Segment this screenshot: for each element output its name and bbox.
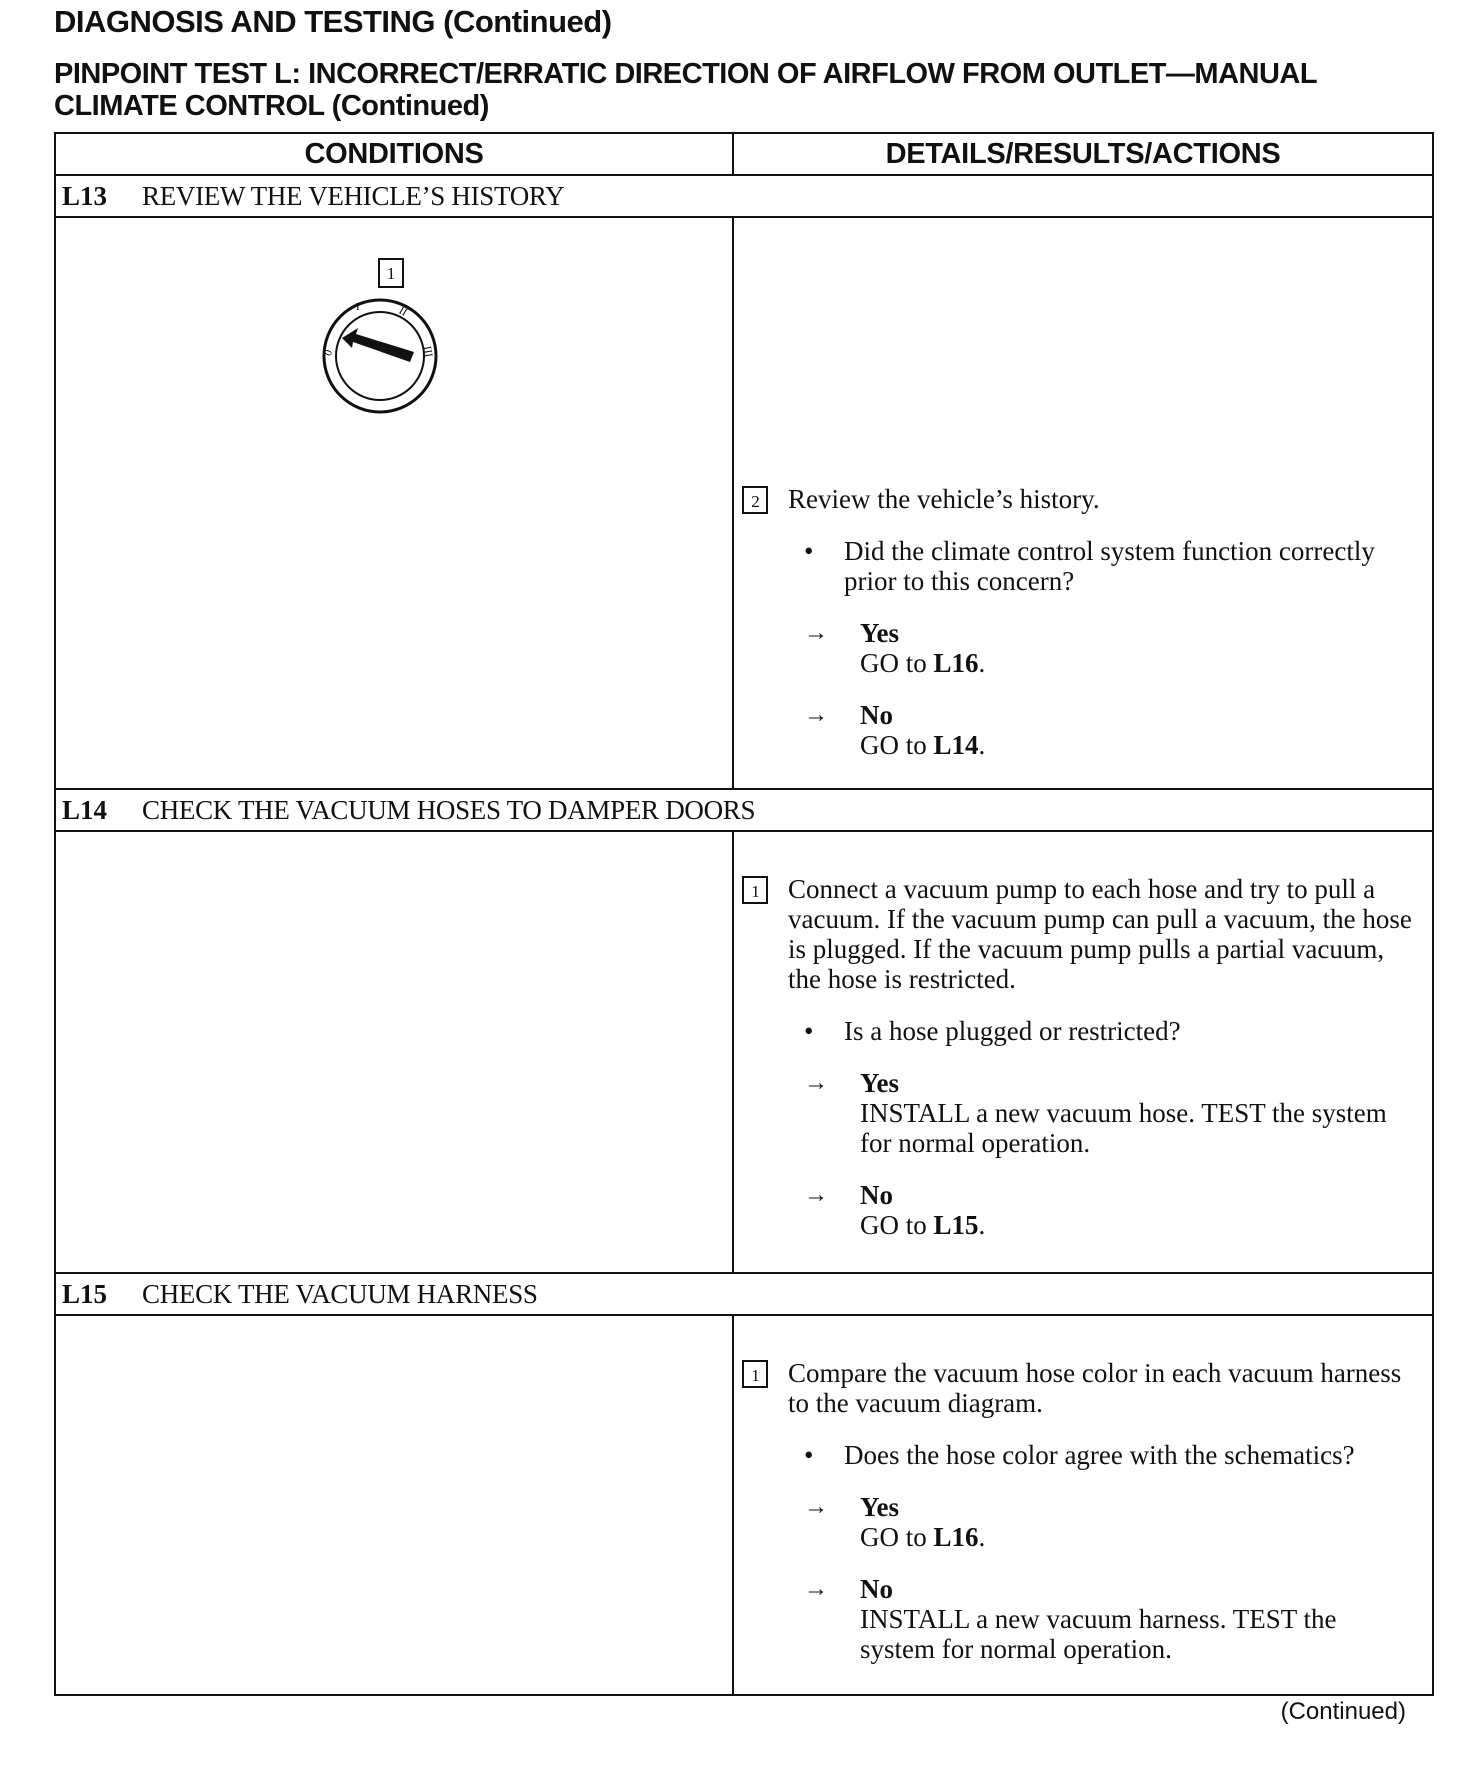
conditions-cell — [56, 1316, 734, 1694]
question-text: Does the hose color agree with the schematics? — [844, 1440, 1355, 1470]
action-number-box: 2 — [742, 486, 768, 514]
question-text: Is a hose plugged or restricted? — [844, 1016, 1181, 1046]
answer-no: → No GO to L14. — [804, 700, 986, 760]
no-action: INSTALL a new vacuum harness. TEST the system for normal operation. — [860, 1604, 1337, 1664]
arrow-right-icon: → — [804, 1494, 828, 1520]
yes-action: GO to — [860, 648, 927, 678]
action-block — [742, 484, 1414, 760]
yes-label: Yes — [860, 618, 899, 648]
action-block — [742, 874, 1414, 1240]
no-ref: L15 — [933, 1210, 979, 1240]
no-action: GO to — [860, 730, 927, 760]
svg-text:II: II — [396, 304, 410, 319]
action-block — [742, 1358, 1414, 1664]
conditions-cell — [56, 218, 734, 788]
continued-footer: (Continued) — [1280, 1698, 1406, 1725]
action-text: Review the vehicle’s history. — [788, 484, 1100, 514]
step-header-l15 — [56, 1274, 1432, 1316]
no-label: No — [860, 700, 893, 730]
answer-no: → No GO to L15. — [804, 1180, 986, 1240]
step-body-l15 — [56, 1316, 1432, 1694]
action-text: Connect a vacuum pump to each hose and try to pull a vacuum. If the vacuum pump can pull a vacuum, the hose is plugged. If the vacuum pump pulls a partial vacuum, the hose is restricted. — [788, 874, 1412, 994]
step-title: CHECK THE VACUUM HOSES TO DAMPER DOORS — [142, 794, 756, 825]
question-text: Did the climate control system function correctly prior to this concern? — [844, 536, 1375, 596]
answer-yes — [804, 1068, 1414, 1158]
arrow-right-icon: → — [804, 702, 828, 728]
no-ref: L14 — [933, 730, 979, 760]
details-cell — [734, 1316, 1432, 1694]
action-text: Compare the vacuum hose color in each vacuum harness to the vacuum diagram. — [788, 1358, 1402, 1418]
step-id: L15 — [62, 1278, 108, 1309]
yes-label: Yes — [860, 1492, 899, 1522]
step-id: L14 — [62, 794, 108, 825]
ignition-switch-icon — [320, 296, 440, 416]
step-header-l14 — [56, 790, 1432, 832]
conditions-cell — [56, 832, 734, 1272]
action-number-box: 1 — [742, 1360, 768, 1388]
no-label: No — [860, 1180, 893, 1210]
answer-yes: → Yes GO to L16. — [804, 1492, 986, 1552]
yes-ref: L16 — [933, 648, 979, 678]
step-id: L13 — [62, 180, 108, 211]
step-header-l13 — [56, 176, 1432, 218]
no-action: GO to — [860, 1210, 927, 1240]
no-label: No — [860, 1574, 893, 1604]
details-cell — [734, 832, 1432, 1272]
details-column-header: DETAILS/RESULTS/ACTIONS — [885, 137, 1281, 170]
question-bullet: • Is a hose plugged or restricted? — [804, 1016, 1181, 1046]
arrow-right-icon: → — [804, 1576, 828, 1602]
arrow-right-icon: → — [804, 620, 828, 646]
diagnosis-table — [54, 132, 1434, 1696]
arrow-right-icon: → — [804, 1182, 828, 1208]
step-body-l13 — [56, 218, 1432, 790]
yes-ref: L16 — [933, 1522, 979, 1552]
step-title: CHECK THE VACUUM HARNESS — [142, 1278, 538, 1309]
svg-text:0: 0 — [322, 348, 336, 358]
step-body-l14 — [56, 832, 1432, 1274]
yes-label: Yes — [860, 1068, 899, 1098]
action-number-box: 1 — [742, 876, 768, 904]
svg-text:III: III — [420, 345, 435, 359]
yes-action: INSTALL a new vacuum hose. TEST the system for normal operation. — [860, 1098, 1387, 1158]
diagram-callout-box: 1 — [378, 258, 404, 288]
svg-text:I: I — [356, 301, 360, 313]
answer-yes: → Yes GO to L16. — [804, 618, 986, 678]
yes-action: GO to — [860, 1522, 927, 1552]
question-bullet: • Did the climate control system function correctly prior to this concern? — [804, 536, 1414, 596]
conditions-column-header: CONDITIONS — [56, 134, 734, 174]
question-bullet: • Does the hose color agree with the schematics? — [804, 1440, 1355, 1470]
details-cell — [734, 218, 1432, 788]
table-header-row — [56, 134, 1432, 176]
answer-no — [804, 1574, 1414, 1664]
arrow-right-icon: → — [804, 1070, 828, 1096]
pinpoint-test-title: PINPOINT TEST L: INCORRECT/ERRATIC DIRECTION OF AIRFLOW FROM OUTLET—MANUAL CLIMATE CONTROL (Continued) — [54, 58, 1317, 122]
step-title: REVIEW THE VEHICLE’S HISTORY — [142, 180, 565, 211]
section-title: DIAGNOSIS AND TESTING (Continued) — [54, 4, 612, 39]
